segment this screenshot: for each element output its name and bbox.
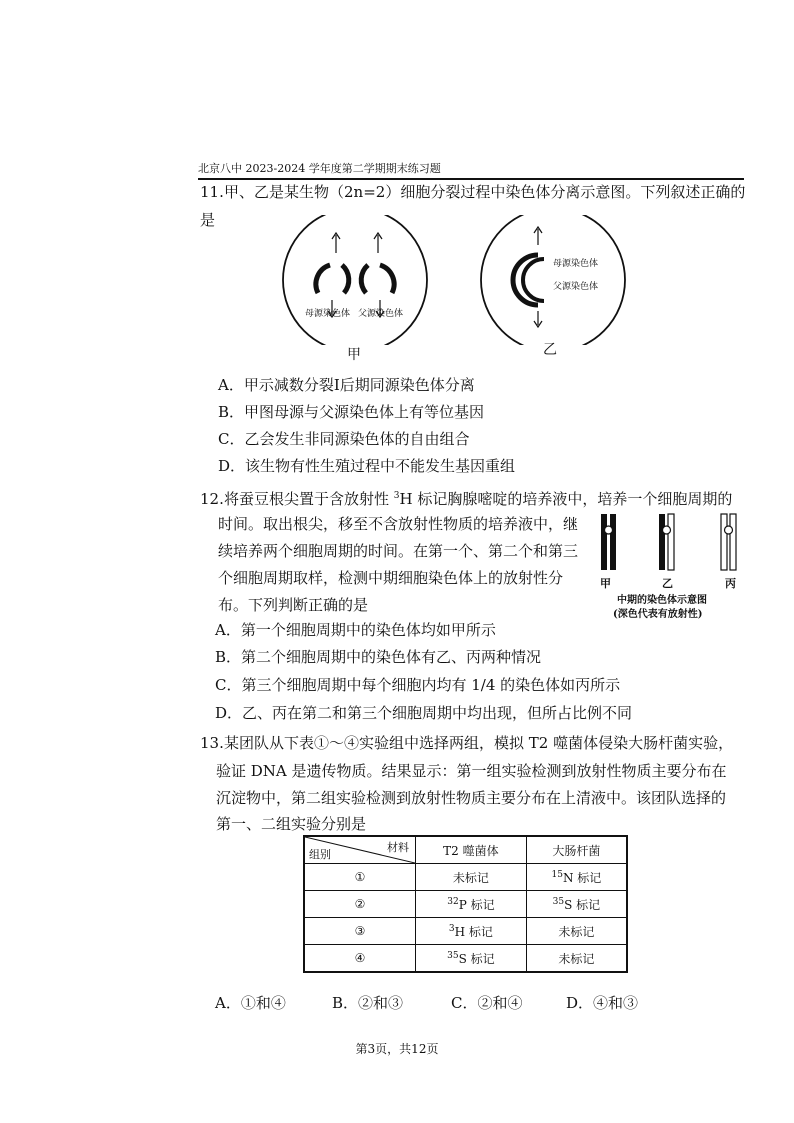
q12-option-b: B．第二个细胞周期中的染色体有乙、丙两种情况 [215, 648, 542, 666]
q13-line-4: 第一、二组实验分别是 [216, 815, 367, 833]
chromosome-jia [601, 514, 616, 570]
phage-cell [416, 945, 527, 973]
label-maternal-yi: 母源染色体 [553, 259, 599, 269]
table-row [304, 864, 627, 891]
chromosome-arc [342, 265, 349, 293]
superscript: 3 [448, 923, 455, 934]
label-paternal-jia: 父源染色体 [358, 309, 404, 319]
group-cell: ③ [304, 918, 416, 945]
question-number: 13. [200, 734, 224, 752]
q11-option-c: C．乙会发生非同源染色体的自由组合 [218, 430, 470, 448]
table-corner-cell [304, 836, 416, 864]
group-cell: ① [304, 864, 416, 891]
figure-label-yi: 乙 [543, 342, 557, 358]
superscript: 35 [552, 896, 565, 907]
cell-text: 未标记 [558, 951, 595, 966]
bacteria-cell [526, 891, 627, 918]
chrom-label-bing: 丙 [725, 577, 736, 590]
chromosome-yi [659, 514, 674, 570]
superscript: 32 [447, 896, 459, 907]
page-header: 北京八中 2023-2024 学年度第二学期期末练习题 [198, 160, 744, 180]
q12-line-2: 时间。取出根尖，移至不含放射性物质的培养液中，继 [218, 515, 579, 533]
q13-option-d: D．④和③ [566, 994, 639, 1012]
group-cell: ④ [304, 945, 416, 973]
chromosome-bing [721, 514, 736, 570]
question-text: H 标记胸腺嘧啶的培养液中，培养一个细胞周期的 [399, 490, 733, 508]
q12-option-c: C．第三个细胞周期中每个细胞内均有 1/4 的染色体如丙所示 [215, 676, 621, 694]
page-footer: 第3页，共12页 [355, 1042, 439, 1056]
cell-text: S 标记 [564, 897, 601, 912]
chromosome-arc [523, 259, 544, 301]
question-text: 甲、乙是某生物（2n=2）细胞分裂过程中染色体分离示意图。下列叙述正确的是 [200, 183, 746, 229]
superscript: 3 [393, 491, 400, 501]
question-text: 将蚕豆根尖置于含放射性 [224, 490, 394, 508]
question-13-stem [200, 729, 760, 757]
q13-line-3: 沉淀物中，第二组实验检测到放射性物质主要分布在上清液中。该团队选择的 [216, 789, 727, 807]
question-12-stem [200, 482, 760, 513]
figure-caption-note: (深色代表有放射性) [613, 609, 703, 620]
q11-option-a: A．甲示减数分裂Ⅰ后期同源染色体分离 [218, 376, 475, 394]
q12-option-a: A．第一个细胞周期中的染色体均如甲所示 [215, 621, 496, 639]
q13-line-2: 验证 DNA 是遗传物质。结果显示：第一组实验检测到放射性物质主要分布在 [216, 762, 727, 780]
chrom-label-yi: 乙 [662, 577, 673, 590]
cell-text: N 标记 [562, 870, 602, 885]
q12-line-5: 布。下列判断正确的是 [218, 596, 369, 614]
q12-line-3: 续培养两个细胞周期的时间。在第一个、第二个和第三 [218, 542, 579, 560]
bacteria-cell [526, 864, 627, 891]
figure-label-jia: 甲 [347, 347, 361, 363]
phage-cell [416, 864, 527, 891]
chrom-label-jia: 甲 [600, 577, 611, 590]
q13-option-c: C．②和④ [451, 994, 523, 1012]
label-maternal-jia: 母源染色体 [305, 309, 351, 319]
chromosome-arc [380, 265, 394, 293]
q12-line-4: 个细胞周期取样，检测中期细胞染色体上的放射性分 [218, 569, 564, 587]
phage-cell [416, 891, 527, 918]
chromosome-arc [361, 265, 368, 293]
corner-top-label: 材料 [387, 841, 409, 854]
cell-text: P 标记 [458, 897, 495, 912]
table-header-bacteria: 大肠杆菌 [526, 836, 627, 864]
group-cell: ② [304, 891, 416, 918]
question-number: 11. [200, 183, 224, 201]
figure-jia [280, 215, 430, 345]
q13-option-b: B．②和③ [332, 994, 404, 1012]
q13-option-a: A．①和④ [215, 994, 286, 1012]
corner-bottom-label: 组别 [309, 848, 331, 861]
chromosome-arc [316, 265, 330, 293]
question-text: 某团队从下表①～④实验组中选择两组，模拟 T2 噬菌体侵染大肠杆菌实验， [224, 734, 734, 752]
label-paternal-yi: 父源染色体 [553, 282, 599, 292]
q12-option-d: D．乙、丙在第二和第三个细胞周期中均出现，但所占比例不同 [215, 704, 633, 722]
cell-text: H 标记 [454, 924, 493, 939]
table-row [304, 945, 627, 973]
phage-cell [416, 918, 527, 945]
table-header-phage: T2 噬菌体 [416, 836, 527, 864]
cell-text: 未标记 [452, 870, 489, 885]
cell-outline-jia [283, 215, 427, 345]
cell-text: S 标记 [458, 951, 495, 966]
bacteria-cell [526, 918, 627, 945]
superscript: 15 [551, 869, 563, 880]
bacteria-cell [526, 945, 627, 973]
q11-option-b: B．甲图母源与父源染色体上有等位基因 [218, 403, 485, 421]
table-row [304, 891, 627, 918]
experiment-table [303, 835, 628, 973]
figure-caption: 中期的染色体示意图 [617, 595, 707, 606]
cell-text: 未标记 [558, 924, 595, 939]
q11-option-d: D．该生物有性生殖过程中不能发生基因重组 [218, 457, 516, 475]
figure-chromosomes [595, 512, 745, 574]
table-row [304, 918, 627, 945]
question-number: 12. [200, 490, 224, 508]
superscript: 35 [447, 950, 459, 961]
